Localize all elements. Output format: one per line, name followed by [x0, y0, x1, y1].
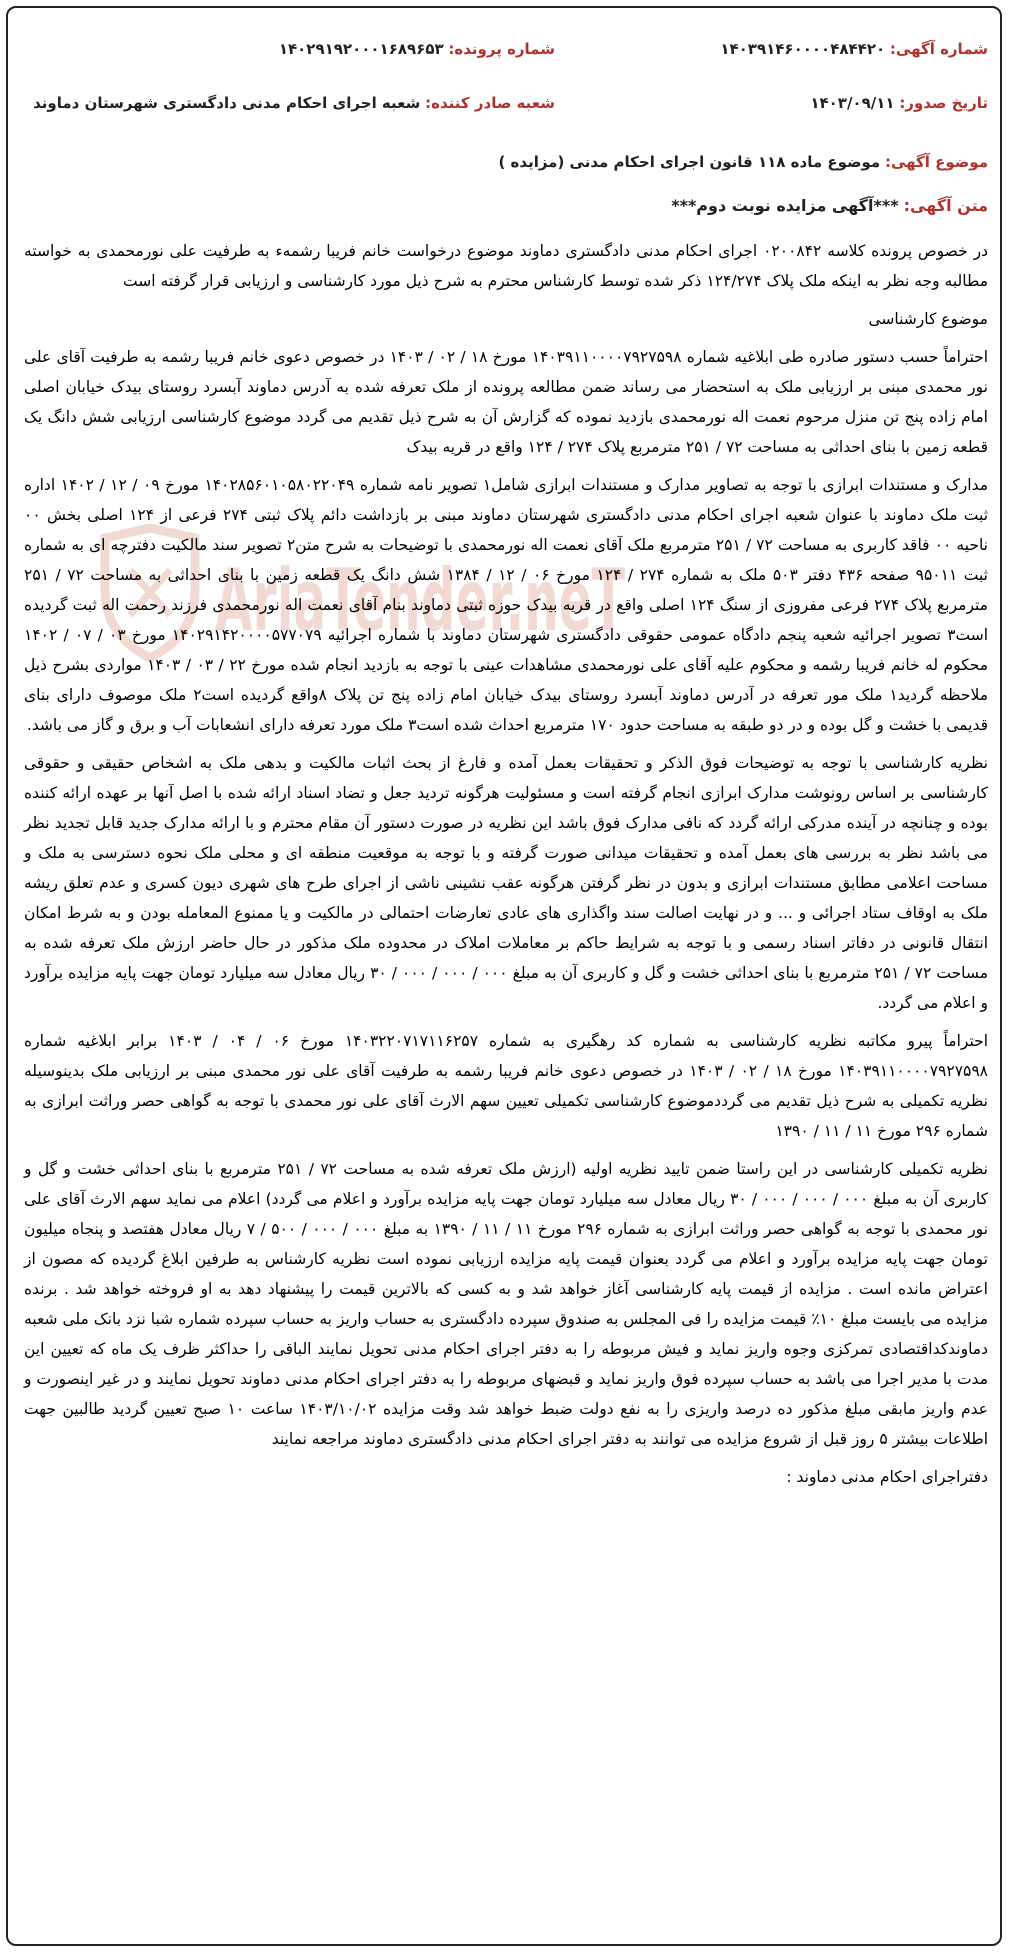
notice-number-row [720, 40, 988, 58]
paragraph-supplementary-opinion: نظریه تکمیلی کارشناسی در این راستا ضمن تایید نظریه اولیه (ارزش ملک تعرفه شده به مساحت ۷۲ / ۲۵۱ مترمربع با بنای احداثی خشت و گل و کاربری آن به مبلغ ۰۰۰ / ۰۰۰ / ۰۰۰ / ۳۰ ریال معادل سه میلیارد تومان جهت پایه مزایده برآورد و اعلام می گردد) اعلام می نماید سهم الارث آقای علی نور محمدی با توجه به گواهی حصر وراثت ابرازی به شماره ۲۹۶ مورخ ۱۱ / ۱۱ / ۱۳۹۰ به مبلغ ۰۰۰ / ۰۰۰ / ۵۰۰ / ۷ ریال معادل هفتصد و پنجاه میلیون تومان جهت پایه مزایده برآورد و اعلام می گردد بعنوان قیمت پایه مزایده ارزیابی نموده است نظریه کارشناس به طرفین ابلاغ گردیده که مصون از اعتراض مانده است . مزایده از قیمت پایه کارشناسی آغاز خواهد شد و به کسی که بالاترین قیمت را پیشنهاد دهد به او فروخته خواهد شد . برنده مزایده می بایست مبلغ ۱۰٪ قیمت مزایده را فی المجلس به صندوق سپرده دادگستری به حساب واریز به حساب سپرده شماره شبا نزد بانک ملی شعبه دماوندکداقتصادی تمرکزی وجوه واریز نماید و فیش مربوطه را به دفتر اجرای احکام مدنی تحویل نمایند الباقی را حداکثر ظرف یک ماه که تعیین این مدت با مدیر اجرا می باشد به حساب سپرده فوق واریز نماید و قبضهای مربوطه را به دفتر اجرای احکام مدنی دماوند تحویل نمایند و در غیر اینصورت و عدم واریز مابقی مبلغ مذکور ده درصد واریزی را به نفع دولت ضبط خواهد شد وقت مزایده ۱۴۰۳/۱۰/۰۲ ساعت ۱۰ صبح تعیین گردید طالبین جهت اطلاعات بیشتر ۵ روز قبل از شروع مزایده می توانند به دفتر اجرای احکام مدنی دادگستری دماوند مراجعه نمایند [24, 1160, 989, 1448]
paragraph-intro: در خصوص پرونده کلاسه ۰۲۰۰۸۴۲ اجرای احکام مدنی دادگستری دماوند موضوع درخواست خانم فریبا رشمه‌ء به طرفیت علی نورمحمدی به خواسته مطالبه وجه نظر به اینکه ملک پلاک ۱۲۴/۲۷۴ ذکر شده توسط کارشناس محترم به شرح ذیل مورد کارشناسی و ارزیابی قرار گرفته است [24, 242, 988, 290]
paragraph-expert-report: احتراماً حسب دستور صادره طی ابلاغیه شماره ۱۴۰۳۹۱۱۰۰۰۰۷۹۲۷۵۹۸ مورخ ۱۸ / ۰۲ / ۱۴۰۳ در خصوص دعوی خانم فریبا رشمه به طرفیت آقای علی نور محمدی مبنی بر ارزیابی ملک به استحضار می رساند ضمن مطالعه پرونده از ملک تعرفه شده به آدرس دماوند آبسرد روستای بیدک خیابان اصلی امام زاده پنج تن منزل مرحوم نعمت اله نورمحمدی بازدید نموده که گزارش آن به شرح ذیل تقدیم می گردد موضوع کارشناسی ارزیابی شش دانگ یک قطعه زمین با بنای احداثی به مساحت ۷۲ / ۲۵۱ مترمربع پلاک ۲۷۴ / ۱۲۴ واقع در قریه بیدک [24, 348, 989, 456]
notice-text-title: ***آگهی مزایده نوبت دوم*** [671, 196, 899, 215]
notice-text-row [671, 196, 988, 215]
paragraph-expert-opinion: نظریه کارشناسی با توجه به توضیحات فوق الذکر و تحقیقات بعمل آمده و فارغ از بحث اثبات مالکیت و بدهی ملک به اشخاص حقیقی و حقوقی کارشناسی بر اساس رونوشت مدارک ابرازی انجام گرفته است و مسئولیت هرگونه تردید جعل و تضاد اسناد ارائه شده با اصل آنها بر عهده ارائه کننده بوده و چنانچه در آینده مدرکی ارائه گردد که نافی مدارک فوق باشد این نظریه در صورت دستور آن مقام محترم و با ارائه مدارک جدید قابل تجدید نظر می باشد نظر به بررسی های بعمل آمده و تحقیقات میدانی صورت گرفته و با توجه به موقعیت منطقه ای و محلی ملک نحوه دسترسی به ملک و مساحت اعلامی مطابق مستندات ابرازی و بدون در نظر گرفتن هرگونه عقب نشینی ناشی از اجرای طرح های شهری دیون کسری و عدم تعلق ریشه ملک به اوقاف ستاد اجرائی و ... و در نهایت اصالت سند واگذاری های عادی تعارضات احتمالی در مالکیت و یا ممنوع المعامله بودن و به شرط امکان انتقال قانونی در دفاتر اسناد رسمی و با توجه به شرایط حاکم بر معاملات املاک در محدوده ملک مذکور در حال حاضر ارزش ملک تعرفه شده به مساحت ۷۲ / ۲۵۱ مترمربع با بنای احداثی خشت و گل و کاربری آن به مبلغ ۰۰۰ / ۰۰۰ / ۰۰۰ / ۳۰ ریال معادل سه میلیارد تومان جهت پایه مزایده برآورد و اعلام می گردد. [24, 754, 988, 1012]
subject-row [498, 153, 988, 171]
issuing-branch-label: شعبه صادر کننده: [425, 94, 555, 112]
paragraph-documents: مدارک و مستندات ابرازی با توجه به تصاویر مدارک و مستندات ابرازی شامل۱ تصویر نامه شماره ۱۴۰۲۸۵۶۰۱۰۵۸۰۲۲۰۴۹ مورخ ۰۹ / ۱۲ / ۱۴۰۲ اداره ثبت ملک دماوند با عنوان شعبه اجرای احکام مدنی دادگستری شهرستان دماوند مبنی بر بازداشت دائم پلاک ثبتی ۲۷۴ فرعی از ۱۲۴ اصلی بخش ۰۰ ناحیه ۰۰ فاقد کاربری به مساحت ۷۲ / ۲۵۱ مترمربع ملک آقای نعمت اله نورمحمدی با توضیحات به شرح متن۲ تصویر سند مالکیت دفترچه ای به شماره ثبت ۹۵۰۱۱ صفحه ۴۳۶ دفتر ۵۰۳ ملک به شماره ۲۷۴ / ۱۲۴ مورخ ۰۶ / ۱۲ / ۱۳۸۴ شش دانگ یک قطعه زمین با بنای احداثی به مساحت ۷۲ / ۲۵۱ مترمربع پلاک ۲۷۴ فرعی مفروزی از سنگ ۱۲۴ اصلی واقع در قریه بیدک حوزه ثبتی دماوند بنام آقای نعمت اله نورمحمدی فرزند رحمت اله ثبت گردیده است۳ تصویر اجرائیه شعبه پنجم دادگاه عمومی حقوقی دادگستری شهرستان دماوند با شماره اجرائیه ۱۴۰۲۹۱۴۲۰۰۰۰۵۷۷۰۷۹ مورخ ۰۳ / ۰۷ / ۱۴۰۲ محکوم له خانم فریبا رشمه و محکوم علیه آقای علی نورمحمدی مشاهدات عینی با توجه به بازدید انجام شده مورخ ۲۲ / ۰۳ / ۱۴۰۳ مواردی بشرح ذیل ملاحظه گردید۱ ملک مور تعرفه در آدرس دماوند آبسرد روستای بیدک خیابان امام زاده پنج تن پلاک ۸واقع گردیده است۲ ملک موصوف دارای بنای قدیمی با خشت و گل بوده و در دو طبقه به مساحت حدود ۱۷۰ مترمربع احداث شده است۳ ملک مورد تعرفه دارای انشعابات آب و برق و گاز می باشد. [24, 476, 989, 734]
issuing-branch: شعبه اجرای احکام مدنی دادگستری شهرستان دماوند [33, 94, 421, 112]
notice-number: ۱۴۰۳۹۱۴۶۰۰۰۰۴۸۴۴۲۰ [720, 40, 886, 58]
issue-date-label: تاریخ صدور: [899, 94, 988, 112]
notice-body [24, 236, 988, 1500]
issue-date-row [810, 94, 988, 112]
notice-text-label: متن آگهی: [903, 196, 988, 215]
issuing-branch-row [33, 94, 555, 112]
paragraph-followup: احتراماً پیرو مکاتبه نظریه کارشناسی به شماره کد رهگیری به شماره ۱۴۰۳۲۲۰۷۱۷۱۱۶۲۵۷ مورخ ۰۶ / ۰۴ / ۱۴۰۳ برابر ابلاغیه شماره ۱۴۰۳۹۱۱۰۰۰۰۷۹۲۷۵۹۸ مورخ ۱۸ / ۰۲ / ۱۴۰۳ در خصوص دعوی خانم فریبا رشمه به طرفیت آقای علی نور محمدی مبنی بر ارزیابی ملک بدینوسیله نظریه تکمیلی به شرح ذیل تقدیم می گرددموضوع کارشناسی تکمیلی تعیین سهم الارث آقای علی نور محمدی با توجه به گواهی حصر وراثت ابرازی به شماره ۲۹۶ مورخ ۱۱ / ۱۱ / ۱۳۹۰ [24, 1032, 989, 1140]
signature: دفتراجرای احکام مدنی دماوند : [786, 1468, 988, 1486]
subject-label: موضوع آگهی: [884, 153, 988, 171]
watermark-text: AriaTender.neT [215, 551, 626, 651]
case-number-row [279, 40, 555, 58]
case-number: ۱۴۰۲۹۱۹۲۰۰۰۱۶۸۹۶۵۳ [278, 40, 444, 58]
paragraph-expert-subject: موضوع کارشناسی [868, 310, 988, 328]
notice-number-label: شماره آگهی: [889, 40, 988, 58]
case-number-label: شماره پرونده: [448, 40, 555, 58]
subject: موضوع ماده ۱۱۸ قانون اجرای احکام مدنی (مزایده ) [498, 153, 881, 171]
issue-date: ۱۴۰۳/۰۹/۱۱ [810, 94, 895, 112]
